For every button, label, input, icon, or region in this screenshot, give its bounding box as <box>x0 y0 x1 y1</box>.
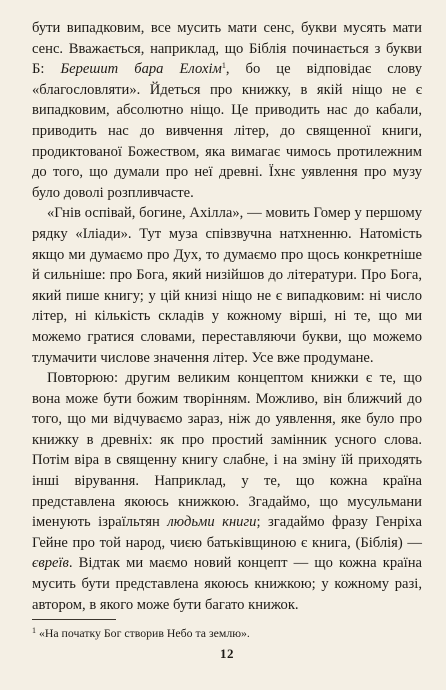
book-page <box>32 18 422 678</box>
p1-seg-0: бути випадковим, все мусить мати сенс, букви мусять мати сенс. Вважається, наприклад, що Біблія починається з букви Б: <box>32 20 422 78</box>
footnote <box>32 623 422 641</box>
paragraph-3 <box>32 368 422 615</box>
p3-seg-2: ; згадаймо фразу Генріха Гейне про той народ, чиєю батьківщиною є книга, (Біблія) — <box>32 514 423 551</box>
footnote-number: 1 <box>32 626 36 636</box>
footnote-divider <box>32 619 116 620</box>
p3-people-of-book: людьми книги <box>167 514 257 531</box>
p1-seg-3: , бо це відповідає слову «благословляти». Йдеться про книжку, в якій ніщо не є випадковим, абсолютно ніщо. Це приводить нас до кабали, приводить нас до вивчення літер, до священної книги, продиктованої Божеством, яка вимагає чимось протилежним до того, що думали про неї древні. Їхнє уявлення про музу було доволі розпливчасте. <box>32 61 422 201</box>
page-number: 12 <box>220 646 234 661</box>
main-text <box>32 18 422 615</box>
p3-seg-4: . Відтак ми маємо новий концепт — що кожна країна мусить бути представлена якоюсь книжкою; у кожному разі, автором, в якого може бути багато книжок. <box>32 555 422 613</box>
p3-jews: євреїв <box>32 555 69 572</box>
footnote-text: «На початку Бог створив Небо та землю». <box>38 626 250 641</box>
p1-hebrew-phrase: Берешит бара Елохім <box>60 61 222 78</box>
footnote-marker: 1 <box>221 61 226 71</box>
paragraph-2 <box>32 203 422 368</box>
p3-seg-0: Повторюю: другим великим концептом книжки є те, що вона може бути божим творінням. Можливо, він ближчий до того, що ми відчуваємо зараз, ніж до уявлення, яке було про книжку в древніх: як про простий замінник усного слова. Потім віра в священну книгу слабне, і на зміну їй приходять інші вірування. Наприклад, у те, що кожна країна представлена якоюсь книжкою. Згадаймо, що мусульмани іменують ізраїльтян <box>32 370 422 531</box>
paragraph-1 <box>32 18 422 203</box>
p2-seg-0: «Гнів оспівай, богине, Ахілла», — мовить Гомер у першому рядку «Іліади». Тут муза співзвучна натхненню. Натомість якщо ми думаємо про Дух, то думаємо про щось конкретніше й сильніше: про Бога, який низійшов до літератури. Про Бога, який пише книгу; у цій книзі ніщо не є випадковим: ні число літер, ні кількість складів у кожному вірші, ні те, що ми можемо гратися словами, переставляючи букви, що можемо тлумачити числове значення літер. Усе вже продумане. <box>32 205 422 366</box>
